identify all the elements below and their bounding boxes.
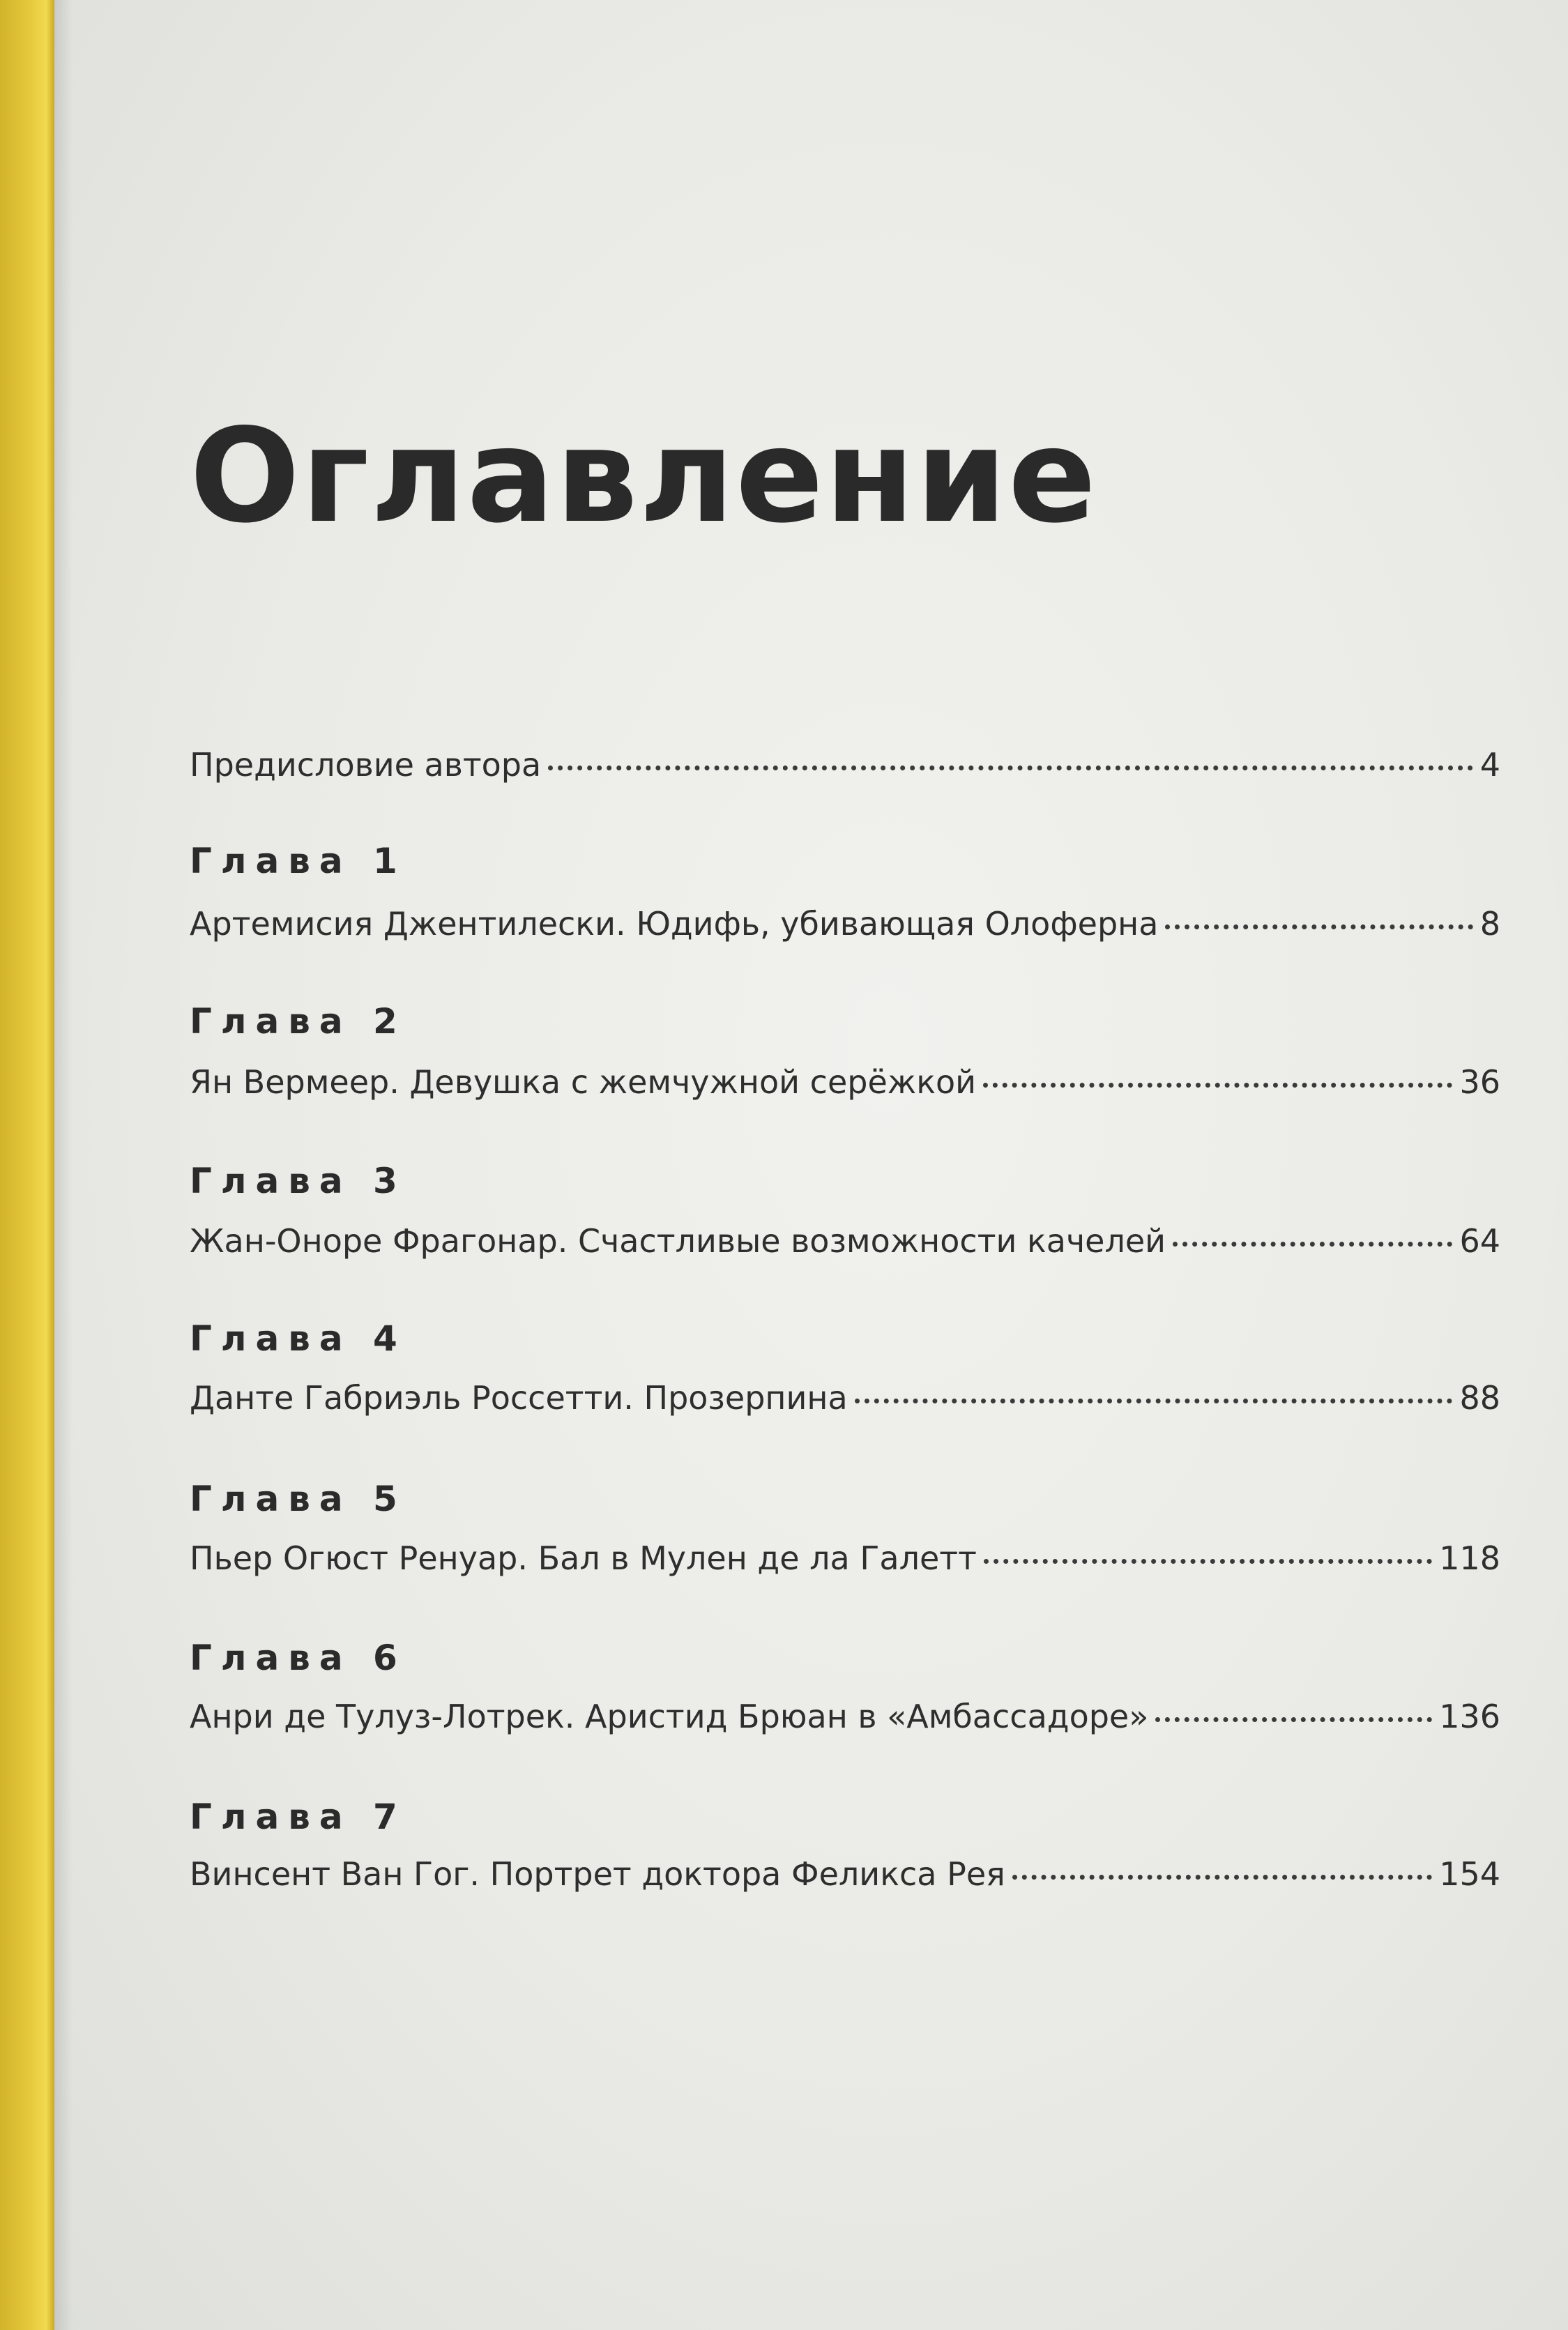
toc-page-number: 64 xyxy=(1459,1222,1500,1260)
dot-leader xyxy=(1012,1875,1432,1880)
dot-leader xyxy=(983,1083,1452,1088)
toc-entry-title: Винсент Ван Гог. Портрет доктора Феликса Рея xyxy=(190,1855,1005,1893)
toc-page-number: 36 xyxy=(1459,1063,1500,1101)
toc-entry-title: Ян Вермеер. Девушка с жемчужной серёжкой xyxy=(190,1063,977,1101)
page-title: Оглавление xyxy=(190,400,1098,551)
dot-leader xyxy=(1173,1242,1452,1247)
dot-leader xyxy=(984,1559,1432,1564)
toc-entry-title: Предисловие автора xyxy=(190,746,542,784)
dot-leader xyxy=(855,1399,1453,1403)
toc-entry-title: Пьер Огюст Ренуар. Бал в Мулен де ла Галетт xyxy=(190,1539,977,1577)
toc-entry-title: Данте Габриэль Россетти. Прозерпина xyxy=(190,1379,848,1417)
toc-page-number: 118 xyxy=(1439,1539,1500,1577)
chapter-label: Глава 7 xyxy=(190,1797,406,1837)
gutter-shadow xyxy=(54,0,73,2330)
dot-leader xyxy=(548,766,1473,770)
toc-entry xyxy=(190,903,1500,945)
toc-page-number: 154 xyxy=(1439,1855,1500,1893)
chapter-label: Глава 1 xyxy=(190,841,406,881)
toc-entry xyxy=(190,1377,1500,1419)
toc-entry-title: Артемисия Джентилески. Юдифь, убивающая Олоферна xyxy=(190,905,1159,943)
dot-leader xyxy=(1165,924,1472,929)
chapter-label: Глава 4 xyxy=(190,1318,406,1359)
toc-entry-title: Жан-Оноре Фрагонар. Счастливые возможности качелей xyxy=(190,1222,1166,1260)
chapter-label: Глава 3 xyxy=(190,1161,406,1201)
toc-page-number: 8 xyxy=(1479,905,1500,943)
toc-page-number: 136 xyxy=(1439,1698,1500,1735)
chapter-label: Глава 2 xyxy=(190,1001,406,1042)
dot-leader xyxy=(1155,1717,1432,1722)
toc-entry xyxy=(190,1537,1500,1579)
toc-entry xyxy=(190,1696,1500,1737)
toc-entry-title: Анри де Тулуз-Лотрек. Аристид Брюан в «Амбассадоре» xyxy=(190,1698,1149,1735)
toc-page-number: 88 xyxy=(1459,1379,1500,1417)
toc-page-number: 4 xyxy=(1479,746,1500,784)
toc-entry-preface xyxy=(190,744,1500,786)
toc-entry xyxy=(190,1220,1500,1262)
chapter-label: Глава 5 xyxy=(190,1479,406,1519)
book-spine-edge xyxy=(0,0,54,2330)
toc-entry xyxy=(190,1061,1500,1103)
chapter-label: Глава 6 xyxy=(190,1638,406,1678)
toc-entry xyxy=(190,1853,1500,1895)
